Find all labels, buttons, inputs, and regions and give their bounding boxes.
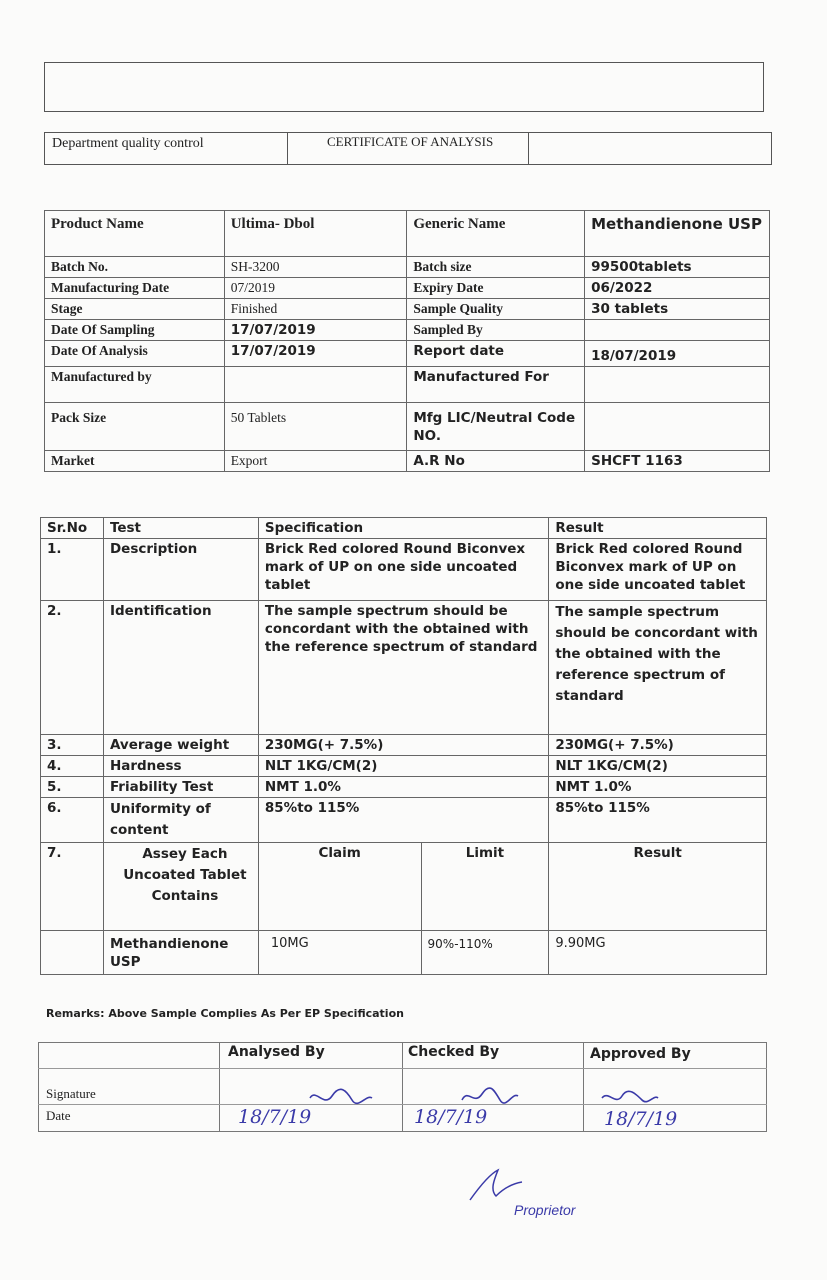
assay-limit: 90%-110% xyxy=(421,931,549,975)
row-sr: 2. xyxy=(41,601,104,735)
analyst-signature xyxy=(306,1086,376,1110)
table-row xyxy=(45,451,770,472)
stage-value: Finished xyxy=(224,299,407,320)
table-row xyxy=(45,403,770,451)
letterhead-box xyxy=(44,62,764,112)
row-test: Friability Test xyxy=(103,777,258,798)
product-info-table xyxy=(44,210,770,472)
table-row xyxy=(41,798,767,843)
col-result: Result xyxy=(549,518,767,539)
table-row xyxy=(45,320,770,341)
assay-limit-header: Limit xyxy=(421,843,549,931)
row-result: NMT 1.0% xyxy=(549,777,767,798)
manufactured-by-label: Manufactured by xyxy=(45,367,225,403)
approver-date: 18/7/19 xyxy=(604,1108,678,1130)
mfg-lic-label: Mfg LIC/Neutral Code NO. xyxy=(407,403,585,451)
batch-size-value: 99500tablets xyxy=(585,257,770,278)
row-result: NLT 1KG/CM(2) xyxy=(549,756,767,777)
table-row xyxy=(41,756,767,777)
table-row xyxy=(41,539,767,601)
report-date-value: 18/07/2019 xyxy=(585,341,770,367)
generic-name-value: Methandienone USP xyxy=(585,211,770,257)
product-name-label: Product Name xyxy=(45,211,225,257)
product-name-value: Ultima- Dbol xyxy=(224,211,407,257)
row-sr: 5. xyxy=(41,777,104,798)
sampled-by-label: Sampled By xyxy=(407,320,585,341)
proprietor-signature xyxy=(466,1166,526,1206)
report-date-label: Report date xyxy=(407,341,585,367)
row-result: The sample spectrum should be concordant with the obtained with the reference spectrum of standard xyxy=(549,601,767,735)
col-sr-no: Sr.No xyxy=(41,518,104,539)
analysis-date-value: 17/07/2019 xyxy=(224,341,407,367)
row-test: Average weight xyxy=(103,735,258,756)
stage-label: Stage xyxy=(45,299,225,320)
assay-item: Methandienone USP xyxy=(103,931,258,975)
table-row xyxy=(45,211,770,257)
ar-no-value: SHCFT 1163 xyxy=(585,451,770,472)
approver-signature xyxy=(598,1088,662,1110)
market-label: Market xyxy=(45,451,225,472)
table-row xyxy=(45,299,770,320)
row-sr xyxy=(41,931,104,975)
checker-date: 18/7/19 xyxy=(414,1106,488,1128)
row-sr: 7. xyxy=(41,843,104,931)
manufactured-for-value xyxy=(585,367,770,403)
analyst-date: 18/7/19 xyxy=(238,1106,312,1128)
expiry-date-value: 06/2022 xyxy=(585,278,770,299)
row-spec: 85%to 115% xyxy=(258,798,548,843)
row-test: Description xyxy=(103,539,258,601)
mfg-date-value: 07/2019 xyxy=(224,278,407,299)
manufactured-by-value xyxy=(224,367,407,403)
table-header-row xyxy=(41,518,767,539)
table-row xyxy=(45,257,770,278)
analysis-date-label: Date Of Analysis xyxy=(45,341,225,367)
row-test: Identification xyxy=(103,601,258,735)
assay-result: 9.90MG xyxy=(549,931,767,975)
sampled-by-value xyxy=(585,320,770,341)
row-spec: Brick Red colored Round Biconvex mark of UP on one side uncoated tablet xyxy=(258,539,548,601)
row-spec: NMT 1.0% xyxy=(258,777,548,798)
table-row xyxy=(45,341,770,367)
expiry-date-label: Expiry Date xyxy=(407,278,585,299)
col-test: Test xyxy=(103,518,258,539)
row-spec: 230MG(+ 7.5%) xyxy=(258,735,548,756)
sampling-date-value: 17/07/2019 xyxy=(224,320,407,341)
row-test: Uniformity of content xyxy=(103,798,258,843)
analysed-by-label: Analysed By xyxy=(228,1044,325,1060)
certificate-title: CERTIFICATE OF ANALYSIS xyxy=(327,134,494,149)
row-result: 230MG(+ 7.5%) xyxy=(549,735,767,756)
row-sr: 3. xyxy=(41,735,104,756)
assay-claim-header: Claim xyxy=(258,843,421,931)
assay-row xyxy=(41,931,767,975)
assay-claim: 10MG xyxy=(258,931,421,975)
mfg-date-label: Manufacturing Date xyxy=(45,278,225,299)
table-row xyxy=(45,367,770,403)
manufactured-for-label: Manufactured For xyxy=(407,367,585,403)
sample-quality-label: Sample Quality xyxy=(407,299,585,320)
row-sr: 6. xyxy=(41,798,104,843)
batch-no-value: SH-3200 xyxy=(224,257,407,278)
table-row xyxy=(41,735,767,756)
sampling-date-label: Date Of Sampling xyxy=(45,320,225,341)
checked-by-label: Checked By xyxy=(408,1044,500,1060)
table-row xyxy=(41,777,767,798)
assay-result-header: Result xyxy=(549,843,767,931)
row-test: Hardness xyxy=(103,756,258,777)
pack-size-label: Pack Size xyxy=(45,403,225,451)
row-spec: The sample spectrum should be concordant with the obtained with the reference spectrum of standard xyxy=(258,601,548,735)
table-row xyxy=(41,601,767,735)
batch-no-label: Batch No. xyxy=(45,257,225,278)
table-row xyxy=(45,278,770,299)
assay-test: Assey Each Uncoated Tablet Contains xyxy=(103,843,258,931)
signature-label: Signature xyxy=(46,1086,96,1101)
test-results-table xyxy=(40,517,767,975)
row-sr: 1. xyxy=(41,539,104,601)
assay-header-row xyxy=(41,843,767,931)
approved-by-label: Approved By xyxy=(590,1046,691,1062)
col-specification: Specification xyxy=(258,518,548,539)
ar-no-label: A.R No xyxy=(407,451,585,472)
signoff-block xyxy=(38,1042,767,1132)
proprietor-label: Proprietor xyxy=(514,1202,576,1218)
generic-name-label: Generic Name xyxy=(407,211,585,257)
market-value: Export xyxy=(224,451,407,472)
checker-signature xyxy=(458,1086,522,1108)
sample-quality-value: 30 tablets xyxy=(585,299,770,320)
row-sr: 4. xyxy=(41,756,104,777)
department-label: Department quality control xyxy=(52,136,204,151)
pack-size-value: 50 Tablets xyxy=(224,403,407,451)
mfg-lic-value xyxy=(585,403,770,451)
row-spec: NLT 1KG/CM(2) xyxy=(258,756,548,777)
row-result: Brick Red colored Round Biconvex mark of UP on one side uncoated tablet xyxy=(549,539,767,601)
remarks: Remarks: Above Sample Complies As Per EP Specification xyxy=(46,1007,404,1020)
date-label: Date xyxy=(46,1108,71,1123)
certificate-header xyxy=(44,132,772,165)
row-result: 85%to 115% xyxy=(549,798,767,843)
batch-size-label: Batch size xyxy=(407,257,585,278)
